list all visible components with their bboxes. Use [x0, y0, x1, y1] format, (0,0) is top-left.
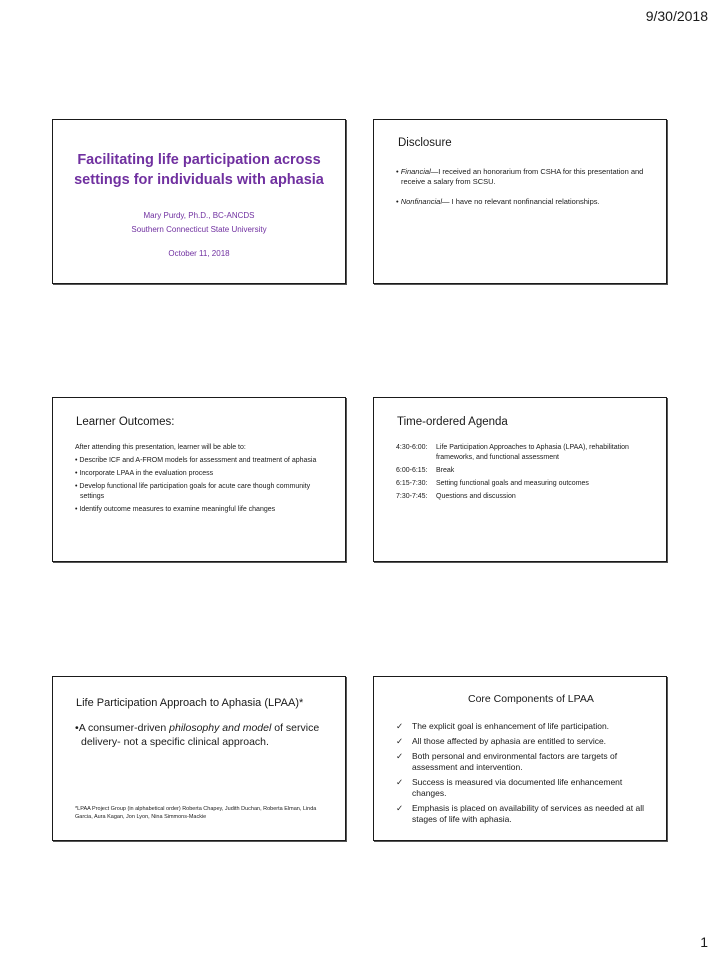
disclosure-text: — I have no relevant nonfinancial relationships.: [442, 197, 600, 206]
list-item: • Incorporate LPAA in the evaluation process: [75, 470, 214, 477]
list-item: ✓ Success is measured via documented life enhancement changes.: [396, 777, 623, 798]
presenter-name: Mary Purdy, Ph.D., BC-ANCDS: [143, 211, 255, 220]
list-item: ✓ All those affected by aphasia are entitled to service.: [396, 736, 607, 746]
list-item: • Develop functional life participation goals for acute care though community settings: [75, 483, 311, 500]
agenda-table: [396, 443, 648, 505]
agenda-row: [396, 479, 648, 489]
presenter-info: [53, 209, 345, 237]
agenda-desc: Setting functional goals and measuring outcomes: [436, 480, 589, 487]
print-date: 9/30/2018: [645, 8, 708, 24]
presentation-title: Facilitating life participation across settings for individuals with aphasia: [74, 152, 324, 188]
slide-lpaa-definition: [52, 676, 346, 841]
agenda-time: 4:30-6:00:: [396, 444, 428, 451]
slide-heading: Life Participation Approach to Aphasia (LPAA)*: [76, 697, 304, 709]
agenda-time: 6:00-6:15:: [396, 467, 428, 474]
slide-learner-outcomes: [52, 397, 346, 562]
disclosure-item: • Financial—I received an honorarium from CSHA for this presentation and receive a salary from SCSU.: [396, 167, 644, 186]
slide-heading: Disclosure: [398, 137, 452, 149]
disclosure-text: —I received an honorarium from CSHA for this presentation and receive a salary from SCSU.: [401, 167, 644, 186]
disclosure-label: Financial: [400, 167, 431, 176]
checkmark-icon: ✓: [396, 803, 404, 813]
checkmark-icon: ✓: [396, 777, 404, 787]
agenda-time: 6:15-7:30:: [396, 480, 428, 487]
list-item: ✓ Both personal and environmental factors are targets of assessment and intervention.: [396, 751, 618, 772]
disclosure-list: [396, 167, 644, 210]
agenda-desc: Questions and discussion: [436, 493, 516, 500]
presenter-affiliation: Southern Connecticut State University: [131, 225, 267, 234]
slide-heading: Core Components of LPAA: [468, 693, 594, 705]
components-list: [396, 721, 656, 829]
outcomes-list: [75, 443, 325, 518]
slide-agenda: [373, 397, 667, 562]
slide-disclosure: [373, 119, 667, 284]
agenda-desc: Life Participation Approaches to Aphasia (LPAA), rehabilitation frameworks, and functional assessment: [436, 444, 629, 461]
agenda-desc: Break: [436, 467, 455, 474]
list-item: ✓ The explicit goal is enhancement of life participation.: [396, 721, 610, 731]
checkmark-icon: ✓: [396, 736, 404, 746]
agenda-row: [396, 443, 648, 463]
outcomes-intro: After attending this presentation, learner will be able to:: [75, 444, 246, 451]
disclosure-item: • Nonfinancial— I have no relevant nonfinancial relationships.: [396, 197, 600, 206]
page-number: 1: [700, 934, 708, 950]
checkmark-icon: ✓: [396, 721, 404, 731]
slide-heading: Time-ordered Agenda: [397, 416, 508, 428]
checkmark-icon: ✓: [396, 751, 404, 761]
list-item: • Identify outcome measures to examine meaningful life changes: [75, 506, 276, 513]
agenda-time: 7:30-7:45:: [396, 493, 428, 500]
agenda-row: [396, 466, 648, 476]
disclosure-label: Nonfinancial: [400, 197, 442, 206]
slide-title: [52, 119, 346, 284]
presentation-date: October 11, 2018: [168, 249, 230, 258]
slide-heading: Learner Outcomes:: [76, 416, 175, 428]
definition-bullet: •A consumer-driven philosophy and model of service delivery- not a specific clinical approach.: [75, 722, 320, 748]
list-item: • Describe ICF and A-FROM models for assessment and treatment of aphasia: [75, 457, 317, 464]
list-item: ✓ Emphasis is placed on availability of services as needed at all stages of life with aphasia.: [396, 803, 644, 824]
slide-core-components: [373, 676, 667, 841]
footnote: *LPAA Project Group (in alphabetical order) Roberta Chapey, Judith Duchan, Roberta Elman, Linda Garcia, Aura Kagan, Jon Lyon, Nina Simmons-Mackie: [75, 806, 317, 820]
agenda-row: [396, 492, 648, 502]
